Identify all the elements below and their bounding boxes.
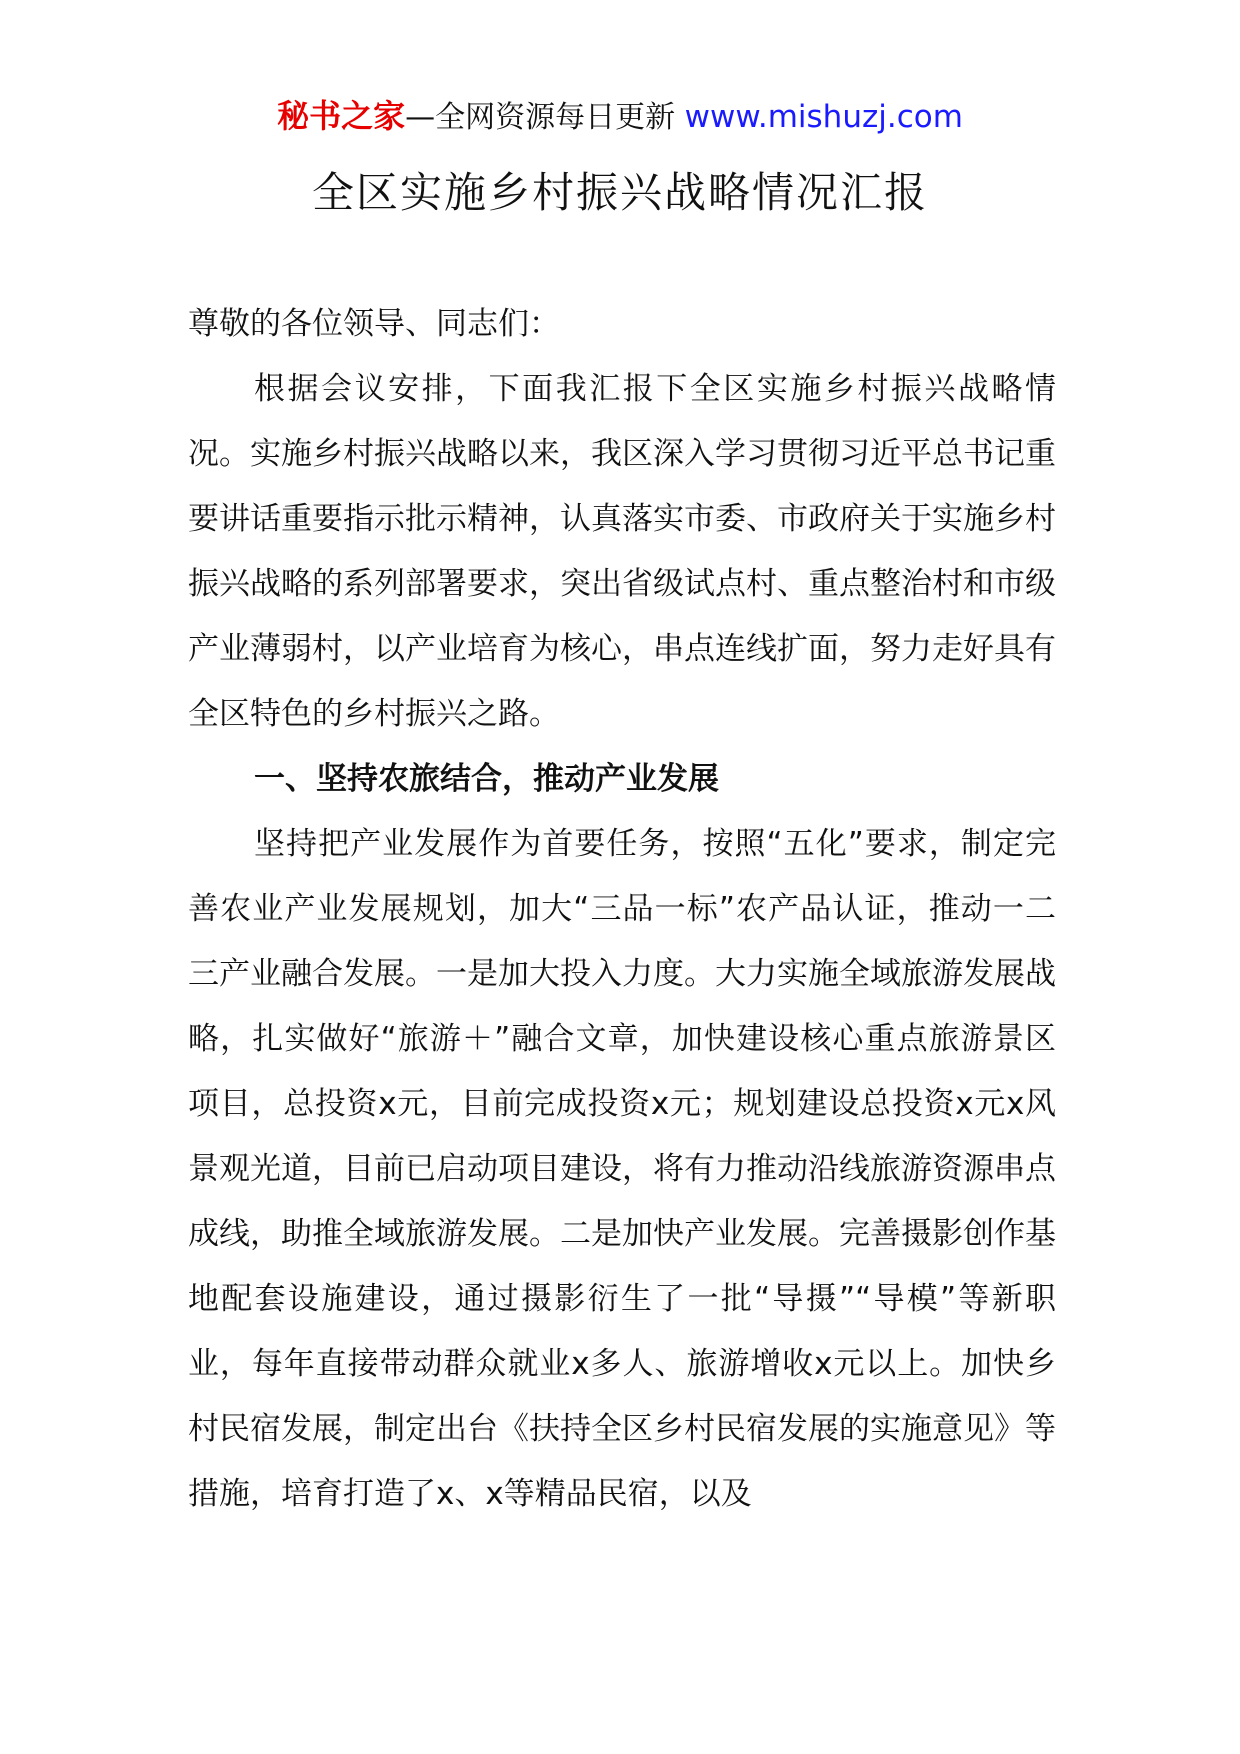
header-tagline: —全网资源每日更新 <box>405 100 676 135</box>
section-paragraph: 坚持把产业发展作为首要任务，按照“五化”要求，制定完善农业产业发展规划，加大“三品一标”农产品认证，推动一二三产业融合发展。一是加大投入力度。大力实施全域旅游发展战略，扎实做好“旅游＋”融合文章，加快建设核心重点旅游景区项目，总投资x元，目前完成投资x元；规划建设总投资x元x风景观光道，目前已启动项目建设，将有力推动沿线旅游资源串点成线，助推全域旅游发展。二是加快产业发展。完善摄影创作基地配套设施建设，通过摄影衍生了一批“导摄”“导模”等新职业，每年直接带动群众就业x多人、旅游增收x元以上。加快乡村民宿发展，制定出台《扶持全区乡村民宿发展的实施意见》等措施，培育打造了x、x等精品民宿，以及 <box>188 826 1056 1512</box>
salutation: 尊敬的各位领导、同志们： <box>188 306 560 342</box>
site-url-link[interactable]: www.mishuzj.com <box>684 99 963 135</box>
intro-paragraph: 根据会议安排，下面我汇报下全区实施乡村振兴战略情况。实施乡村振兴战略以来，我区深入学习贯彻习近平总书记重要讲话重要指示批示精神，认真落实市委、市政府关于实施乡村振兴战略的系列部署要求，突出省级试点村、重点整治村和市级产业薄弱村，以产业培育为核心，串点连线扩面，努力走好具有全区特色的乡村振兴之路。 <box>188 371 1056 732</box>
site-header <box>0 96 1240 138</box>
section-heading: 一、坚持农旅结合，推动产业发展 <box>254 761 719 797</box>
brand-name: 秘书之家 <box>277 97 406 135</box>
document-body <box>188 292 1056 1527</box>
document-title: 全区实施乡村振兴战略情况汇报 <box>311 168 928 217</box>
